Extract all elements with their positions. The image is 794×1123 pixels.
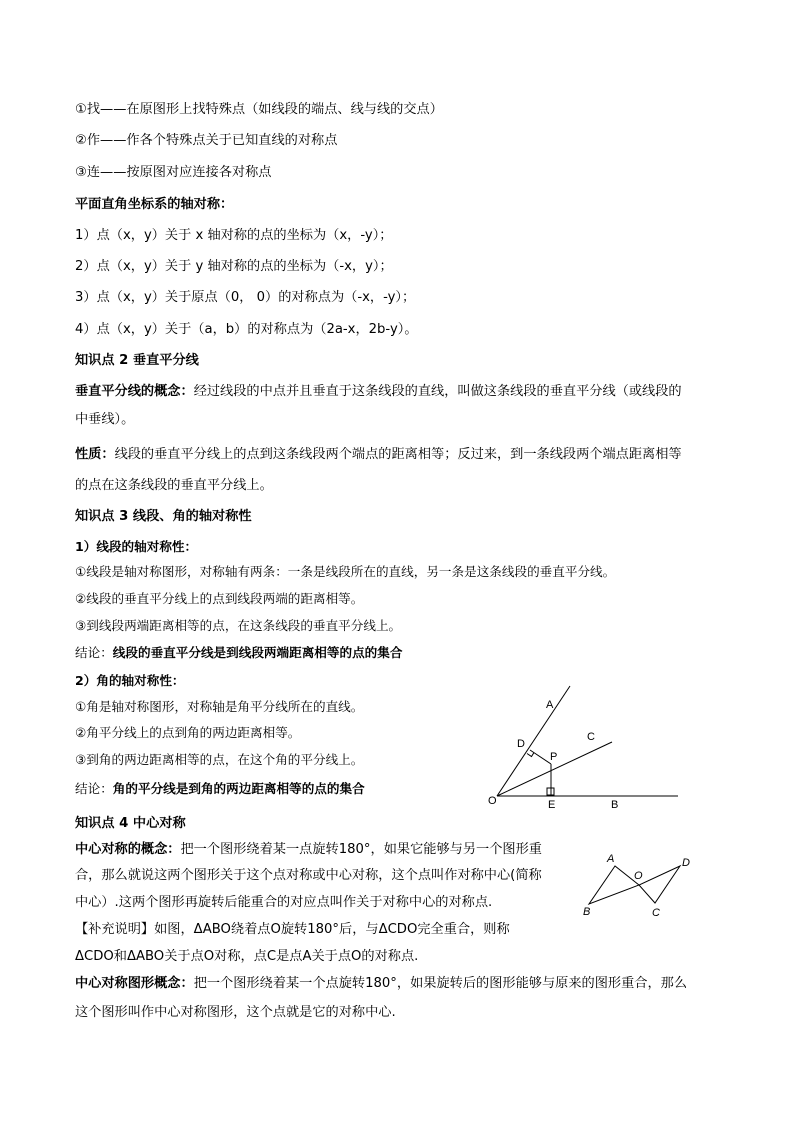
central-symmetry-text-3: 中心）.这两个图形再旋转后能重合的对应点叫作关于对称中心的对称点. <box>75 895 493 910</box>
step-find: ①找——在原图形上找特殊点（如线段的端点、线与线的交点） <box>75 102 443 117</box>
central-symmetric-figure-label: 中心对称图形概念： <box>75 976 194 991</box>
label-p: P <box>550 751 558 763</box>
label-d: D <box>682 857 690 869</box>
angle-symmetry-item-3: ③到角的两边距离相等的点，在这个角的平分线上。 <box>75 752 364 767</box>
heading-coordinate-symmetry: 平面直角坐标系的轴对称： <box>75 197 234 212</box>
central-symmetric-figure-definition <box>75 975 687 993</box>
segment-symmetry-item-3: ③到线段两端距离相等的点，在这条线段的垂直平分线上。 <box>75 618 402 633</box>
angle-symmetry-title: 2）角的轴对称性： <box>75 673 185 688</box>
heading-knowledge-point-3: 知识点 3 线段、角的轴对称性 <box>75 509 252 524</box>
label-c: C <box>587 731 595 743</box>
label-b: B <box>611 799 619 811</box>
label-a: A <box>607 853 615 865</box>
central-symmetric-figure-text-2: 这个图形叫作中心对称图形，这个点就是它的对称中心. <box>75 1005 396 1020</box>
central-symmetry-definition <box>75 841 542 859</box>
angle-symmetry-item-1: ①角是轴对称图形，对称轴是角平分线所在的直线。 <box>75 699 364 714</box>
segment-symmetry-title: 1）线段的轴对称性： <box>75 539 198 554</box>
property-text: 线段的垂直平分线上的点到这条线段两个端点的距离相等；反过来，到一条线段两个端点距离相等 <box>114 447 682 462</box>
coord-rule-3: 3）点（x，y）关于原点（0， 0）的对称点为（-x，-y）； <box>75 290 416 305</box>
label-d: D <box>517 738 525 750</box>
segment-symmetry-item-2: ②线段的垂直平分线上的点到线段两端的距离相等。 <box>75 591 364 606</box>
right-angle-mark-d <box>527 753 534 757</box>
heading-knowledge-point-2: 知识点 2 垂直平分线 <box>75 353 199 368</box>
central-symmetric-figure-text: 把一个图形绕着某一个点旋转180°，如果旋转后的图形能够与原来的图形重合，那么 <box>193 976 688 991</box>
property-line <box>75 446 682 464</box>
perpendicular-pd <box>530 750 551 764</box>
definition-text: 经过线段的中点并且垂直于这条线段的直线，叫做这条线段的垂直平分线（或线段的 <box>193 384 682 399</box>
central-symmetry-figure <box>576 846 700 922</box>
heading-knowledge-point-4: 知识点 4 中心对称 <box>75 816 186 831</box>
conclusion-text: 线段的垂直平分线是到线段两端距离相等的点的集合 <box>112 645 403 660</box>
perpendicular-bisector-definition <box>75 383 682 401</box>
angle-conclusion <box>75 780 365 798</box>
conclusion-text: 角的平分线是到角的两边距离相等的点的集合 <box>112 781 365 796</box>
label-b: B <box>583 906 591 918</box>
definition-label: 垂直平分线的概念： <box>75 384 194 399</box>
label-c: C <box>652 907 660 919</box>
segment-conclusion <box>75 644 402 662</box>
label-o: O <box>488 795 497 807</box>
definition-text-cont: 中垂线）。 <box>75 412 135 427</box>
central-symmetry-text: 把一个图形绕着某一点旋转180°，如果它能够与另一个图形重 <box>180 842 542 857</box>
label-a: A <box>546 699 554 711</box>
step-connect: ③连——按原图对应连接各对称点 <box>75 165 272 180</box>
coord-rule-2: 2）点（x，y）关于 y 轴对称的点的坐标为（-x，y）； <box>75 259 393 274</box>
label-o: O <box>634 870 643 882</box>
supplement-note-2: ΔCDO和ΔABO关于点O对称，点C是点A关于点O的对称点. <box>75 949 419 964</box>
conclusion-label: 结论： <box>75 645 113 660</box>
segment-symmetry-item-1: ①线段是轴对称图形，对称轴有两条：一条是线段所在的直线，另一条是这条线段的垂直平分线。 <box>75 564 616 579</box>
central-symmetry-text-2: 合，那么就说这两个图形关于这个点对称或中心对称，这个点叫作对称中心(简称 <box>75 868 542 883</box>
angle-bisector-figure <box>480 678 690 814</box>
coord-rule-1: 1）点（x，y）关于 x 轴对称的点的坐标为（x，-y）； <box>75 228 393 243</box>
triangle-abo <box>589 866 639 904</box>
coord-rule-4: 4）点（x，y）关于（a，b）的对称点为（2a-x，2b-y）。 <box>75 322 418 337</box>
label-e: E <box>548 799 556 811</box>
angle-symmetry-item-2: ②角平分线上的点到角的两边距离相等。 <box>75 725 301 740</box>
central-symmetry-label: 中心对称的概念： <box>75 842 181 857</box>
step-make: ②作——作各个特殊点关于已知直线的对称点 <box>75 133 338 148</box>
supplement-note: 【补充说明】如图，ΔABO绕着点O旋转180°后，与ΔCDO完全重合，则称 <box>75 922 510 937</box>
ray-oa <box>497 686 570 796</box>
property-label: 性质： <box>75 447 115 462</box>
triangle-cdo <box>639 866 680 903</box>
property-text-cont: 的点在这条线段的垂直平分线上。 <box>75 478 273 493</box>
conclusion-label: 结论： <box>75 781 113 796</box>
